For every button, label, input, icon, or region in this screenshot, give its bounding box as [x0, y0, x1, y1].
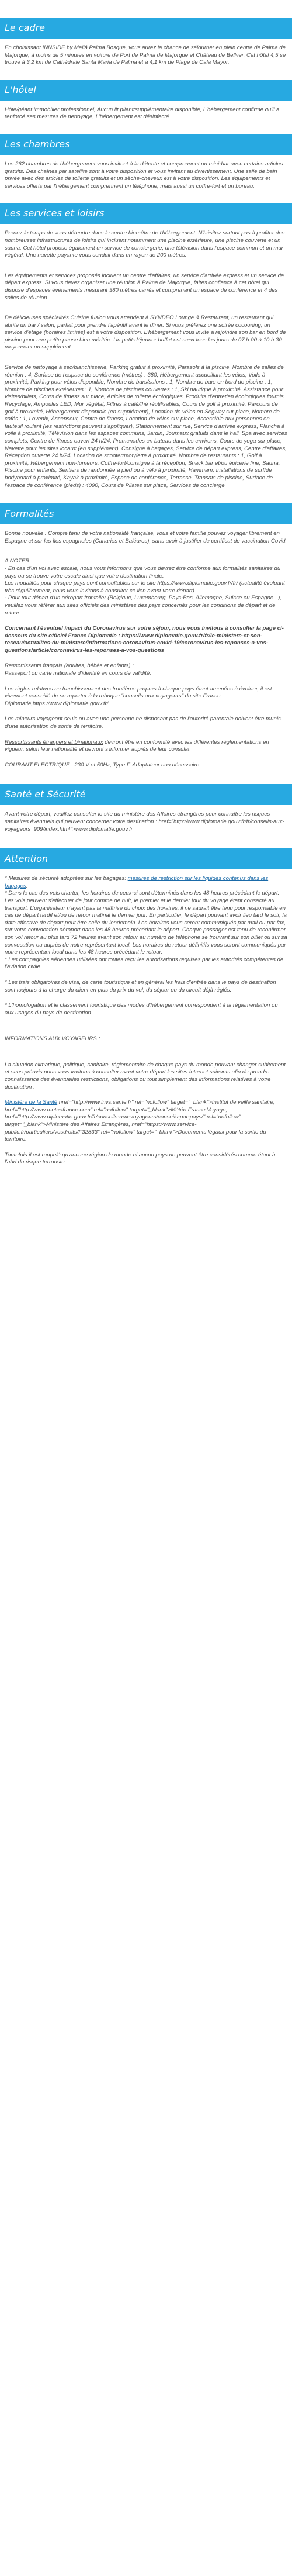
sante-paragraph: Avant votre départ, veuillez consulter le site du ministère des Affaires étrangères pour connaître les risques sanitaires éventuels qui peuvent concerner votre destination : href="http://www.diplomatie.gouv.fr/fr/conseils-aux-voyageurs_909/index.html">www.diplomatie.gouv.fr	[5, 811, 284, 833]
formalites-paragraph-9	[5, 739, 287, 754]
section-title-sante: Santé et Sécurité	[0, 784, 292, 805]
services-paragraph-1: Prenez le temps de vous détendre dans le centre bien-être de l'hébergement. N'hésitez surtout pas à profiter des nombreuses infrastructures de loisirs qui incluent notamment une piscine extérieure, une piscine couverte et un sauna. Cet hôtel propose également un service de conciergerie, une télévision dans l'espace commun et un mur végétal. Une navette payante vous conduit dans un rayon de 200 mètres.	[5, 230, 285, 259]
services-paragraph-4: Service de nettoyage à sec/blanchisserie, Parking gratuit à proximité, Parasols à la piscine, Nombre de salles de réunion : 4, Surface de l'espace de conférence (mètres) : 380, Hébergement accueillant les vélos, Voile à proximité, Parking pour vélos disponible, Nombre de bars/salons : 1, Nombre de bars en bord de piscine : 1, Nombre de piscines extérieures : 1, Nombre de piscines couvertes : 1, Ski nautique à proximité, Assistance pour visites/billets, Cours de fitness sur place, Articles de toilette écologiques, Produits d'entretien écologiques fournis, Recyclage, Ampoules LED, Mur végétal, Filtres à café/thé réutilisables, Cours de golf à proximité, Parcours de golf à proximité, Hébergement disponible (en supplément), Location de vélos en Segway sur place, Nombre de cafés : 1, Lovenix, Ascenseur, Centre de fitness, Location de vélos sur place, Accessible aux personnes en fauteuil roulant (les restrictions peuvent s'appliquer), Stationnement sur rue, Service d'arrivée express, Plancha à voile à proximité, Télévision dans les espaces communs, Jardin, Journaux gratuits dans le hall, Spa avec services complets, Centre de fitness ouvert 24 h/24, Promenades en bateau dans les environs, Cours de yoga sur place, Navette pour les sites locaux (en supplément), Consigne à bagages, Service de départ express, Centre d'affaires, Réception ouverte 24 h/24, Location de scooter/motylette à proximité, Nombre de restaurants : 1, Golf à proximité, Hébergement non-fumeurs, Coffre-fort/consigne à la réception, Snack bar et/ou épicerie fine, Sauna, Piscine pour enfants, Sentiers de randonnée à pied ou à vélo à proximité, Hammam, Installations de surf/de bodyboard à proximité, Kayak à proximité, Espace de conférence, Terrasse, Transats de piscine, Surface de l'espace de conférence (pieds) : 4090, Cours de Pilates sur place, Services de concierge	[5, 364, 287, 489]
page-container	[0, 18, 292, 1166]
formalites-foreigners-heading: Ressortissants étrangers et binationaux	[5, 738, 103, 745]
section-attention	[5, 848, 287, 1166]
formalites-paragraph-3: Les modalités pour chaque pays sont consultables sur le site https://www.diplomatie.gouv.fr/fr/ (actualité évoluant très régulièrement, nous vous invitons à consulter ce lien avant votre départ).	[5, 580, 285, 594]
services-paragraph-3: De délicieuses spécialités Cuisine fusion vous attendent à SYNDEO Lounge & Restaurant, un restaurant qui abrite un bar / salon, parfait pour prendre l'apéritif avant le dîner. Si vous préférez une soirée cocooning, un service d'étage (horaires limités) est à votre disposition. L'hébergement vous invite à rejoindre son bar en bord de piscine pour une petite pause bien méritée. Un petit-déjeuner buffet est servi tous les jours de 07 h 00 à 10 h 30 moyennant un supplément.	[5, 315, 286, 351]
section-title-hotel: L'hôtel	[0, 80, 292, 101]
formalites-paragraph-7: Les règles relatives au franchissement des frontières propres à chaque pays étant amenées à évoluer, il est vivement conseillé de se reporter à la rubrique "conseils aux voyageurs" du site France Diplomatie,https://www.diplomatie.gouv.fr/.	[5, 685, 272, 707]
formalites-paragraph-2: - En cas d'un vol avec escale, nous vous informons que vous devrez être conforme aux formalités sanitaires du pays où se trouve votre escale ainsi que votre destination finale.	[5, 565, 281, 579]
section-title-formalites: Formalités	[0, 503, 292, 524]
attention-charter-flights: * Dans le cas des vols charter, les horaires de ceux-ci sont déterminés dans les 48 heures précédant le départ. Les vols peuvent s'effectuer de jour comme de nuit, le premier et le dernier jour du voyage étant consacré au transport. L'organisateur n'ayant pas la maîtrise du choix des horaires, il ne saurait être tenu pour responsable en cas de départ tardif et/ou de retour matinal le dernier jour. En particulier, le départ pouvant avoir lieu tard le soir, la date effective de départ peut être celle du lendemain. Les horaires vous seront communiqués par mail ou par fax, sur votre convocation aéroport dans les 48 heures précédant le départ. Chaque passager est tenu de reconfirmer son vol retour au plus tard 72 heures avant son retour au numéro de téléphone se trouvant sur son billet ou sur sa convocation ou auprès de notre représentant local. Les horaires de retour définitifs vous seront communiqués par notre représentant local dans les 48 heures précédant le retour.	[5, 890, 287, 956]
section-title-cadre: Le cadre	[0, 18, 292, 39]
formalites-nationals-text: Passeport ou carte nationale d'identité en cours de validité.	[5, 670, 151, 677]
section-title-attention: Attention	[0, 848, 292, 869]
attention-airlines: * Les compagnies aériennes utilisées ont toutes reçu les autorisations requises par les autorités compétentes de l'aviation civile.	[5, 956, 284, 971]
formalites-paragraph-8: Les mineurs voyageant seuls ou avec une personne ne disposant pas de l'autorité parentale doivent être munis d'une autorisation de sortie de territoire.	[5, 716, 281, 730]
services-paragraph-2: Les équipements et services proposés incluent un centre d'affaires, un service d'arrivée express et un service de départ express. Si vous devez organiser une réunion à Palma de Majorque, faites confiance à cet hôtel qui dispose d'espaces événements mesurant 380 mètres carrés et comprenant un espace de conférence et 4 des salles de réunion.	[5, 272, 284, 301]
section-hotel	[5, 80, 287, 121]
section-title-services: Les services et loisirs	[0, 203, 292, 224]
section-sante	[5, 784, 287, 833]
formalites-note-heading: A NOTER	[5, 558, 30, 565]
hotel-paragraph: Hôte/géant immobilier professionnel, Aucun lit pliant/supplémentaire disponible, L'hébergement confirme qu'il a renforcé ses mesures de nettoyage, L'hébergement est désinfecté.	[5, 106, 280, 120]
formalites-paragraph-4: - Pour tout départ d'un aéroport frontalier (Belgique, Luxembourg, Pays-Bas, Allemagne, Suisse ou Espagne...), veuillez vous référer aux sites officiels des ministères des pays concernés pour les conditions de départ et de retour.	[5, 595, 281, 616]
formalites-nationals-heading: Ressortissants français (adultes, bébés et enfants) :	[5, 662, 134, 669]
attention-links-text: href="http://www.invs.sante.fr" rel="nofollow" target="_blank">Institut de veille sanitaire, href="http://www.meteofrance.com" rel="nofollow" target="_blank">Météo France Voyage, href="http://www.diplomatie.gouv.fr/fr/conseils-aux-voyageurs/conseils-par-pays/" rel="nofollow" target="_blank">Ministère des Affaires Etrangères, href="https://www.service-public.fr/particuliers/vosdroits/F32833" rel="nofollow" target="_blank">Documents légaux pour la sortie du territoire.	[5, 1099, 275, 1143]
ministere-sante-link[interactable]: Ministère de la Santé	[5, 1099, 58, 1106]
attention-travellers-heading: INFORMATIONS AUX VOYAGEURS :	[5, 1035, 100, 1042]
section-cadre	[5, 18, 287, 67]
attention-terrorism-notice: Toutefois il est rappelé qu'aucune région du monde ni aucun pays ne peuvent être considérés comme étant à l'abri du risque terroriste.	[5, 1151, 276, 1166]
section-formalites	[5, 503, 287, 769]
attention-luggage-label: * Mesures de sécurité adoptées sur les bagages:	[5, 875, 128, 882]
luggage-liquids-link[interactable]: mesures de restriction sur les liquides contenus dans les bagages	[5, 875, 269, 889]
cadre-paragraph: En choisissant INNSIDE by Meliá Palma Bosque, vous aurez la chance de séjourner en plein centre de Palma de Majorque, à moins de 5 minutes en voiture de Port de Palma de Majorque et Château de Bellver. Cet hôtel 4,5 se trouve à 3,2 km de Cathédrale Santa Maria de Palma et à 4,1 km de Plage de Cala Mayor.	[5, 44, 286, 66]
formalites-coronavirus-notice: Concernant l'éventuel impact du Coronavirus sur votre séjour, nous vous invitons à consulter la page ci-dessous du site officiel France Diplomatie : https://www.diplomatie.gouv.fr/fr/le-ministere-et-son-reseau/actualites-du-ministere/informations-coronavirus-covid-19/coronavirus-les-reponses-a-vos-questions/article/coronavirus-les-reponses-a-vos-questions	[5, 625, 284, 654]
section-title-chambres: Les chambres	[0, 134, 292, 155]
formalites-paragraph-1: Bonne nouvelle : Compte tenu de votre nationalité française, vous et votre famille pouvez voyager librement en Espagne et sur les îles espagnoles (Canaries et Baléares), sans avoir à justifier de certificat de vaccination Covid.	[5, 530, 287, 544]
section-services	[5, 203, 287, 489]
section-chambres	[5, 134, 287, 190]
chambres-paragraph: Les 262 chambres de l'hébergement vous invitent à la détente et comprennent un mini-bar avec certains articles gratuits. Des chaînes par satellite sont à votre disposition et vous invitent au divertissement. Une salle de bain privée avec des articles de toilette gratuits et un sèche-cheveux est à votre disposition. Les équipements et services offerts par l'hébergement comprennent un téléphone, mais aussi un coffre-fort et un bureau.	[5, 160, 283, 189]
attention-luggage-end: .	[26, 882, 28, 889]
attention-classification: * L'homologation et le classement touristique des modes d'hébergement correspondent à la réglementation ou aux usages du pays de destination.	[5, 1002, 278, 1016]
attention-links-paragraph	[5, 1099, 287, 1144]
formalites-foreigners-text: devront être en conformité avec les différentes réglementations en vigueur, selon leur nationalité et devront s'informer auprès de leur consulat.	[5, 738, 269, 753]
attention-visa-fees: * Les frais obligatoires de visa, de carte touristique et en général les frais d'entrée dans le pays de destination sont toujours à la charge du client en plus du prix du vol, du séjour ou du circuit déjà réglés.	[5, 979, 276, 993]
attention-travellers-info: La situation climatique, politique, sanitaire, réglementaire de chaque pays du monde pouvant changer subitement et sans préavis nous vous invitons à consulter avant votre départ les sites Internet suivants afin de prendre connaissance des éventuelles restrictions, obligations ou tout simplement des informations relatives à votre destination :	[5, 1061, 286, 1090]
formalites-electric-current: COURANT ELECTRIQUE : 230 V et 50Hz, Type F. Adaptateur non nécessaire.	[5, 761, 201, 768]
attention-luggage-rules	[5, 875, 287, 890]
